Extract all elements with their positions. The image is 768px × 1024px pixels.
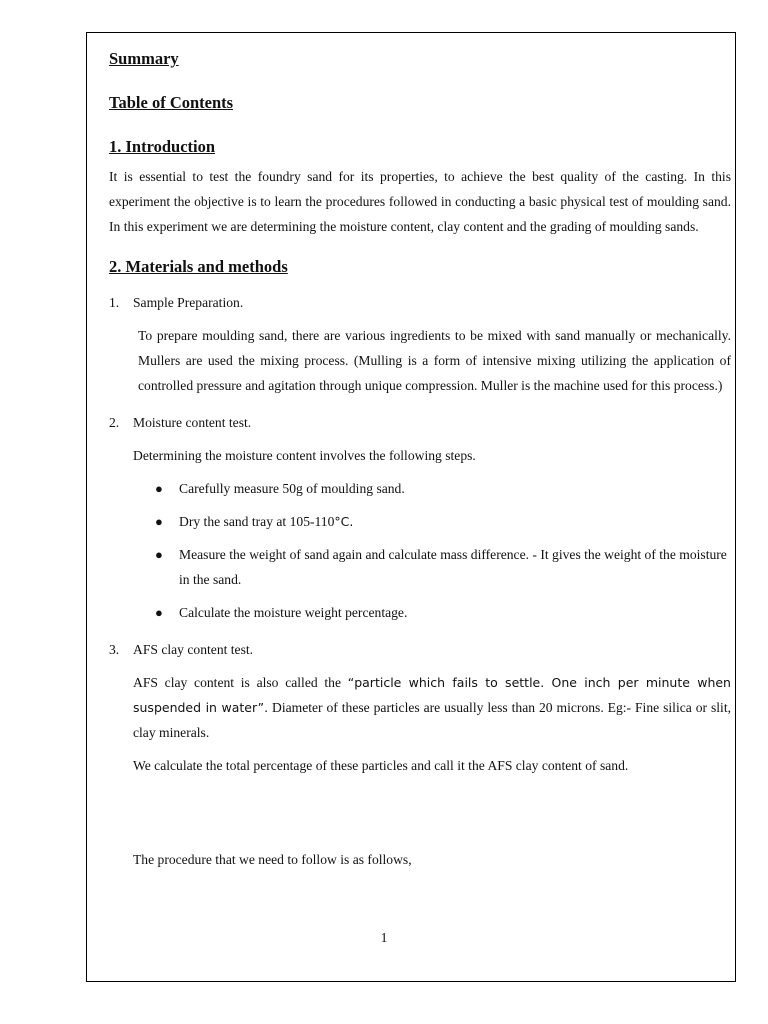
temperature-unit: °C. [334, 514, 354, 529]
afs-clay-calculation-paragraph: We calculate the total percentage of these particles and call it the AFS clay content of sand. [133, 758, 629, 773]
heading-table-of-contents: Table of Contents [109, 93, 234, 112]
bullet-item: ● Measure the weight of sand again and calculate mass difference. - It gives the weight of the moisture in the sand. [155, 542, 731, 592]
bullet-icon: ● [155, 547, 163, 562]
bullet-icon: ● [155, 514, 163, 529]
item-number: 1. [109, 295, 120, 310]
item-title: Moisture content test. [133, 415, 252, 430]
afs-clay-paragraph: AFS clay content is also called the “particle which fails to settle. One inch per minute when suspended in water”. Diameter of these particles are usually less than 20 microns. Eg:- Fine silica or slit, clay minerals. [133, 675, 731, 740]
quoted-definition: “particle which fails to settle. One inch per minute when suspended in water”. [133, 675, 731, 715]
procedure-paragraph: The procedure that we need to follow is as follows, [133, 852, 412, 867]
list-item-afs-clay-test [109, 637, 731, 662]
bullet-item: ● Calculate the moisture weight percentage. [155, 600, 731, 625]
item-number: 2. [109, 415, 120, 430]
bullet-icon: ● [155, 481, 163, 496]
introduction-paragraph: It is essential to test the foundry sand for its properties, to achieve the best quality of the casting. In this experiment the objective is to learn the procedures followed in conducting a basic physical test of moulding sand. In this experiment we are determining the moisture content, clay content and the grading of moulding sands. [109, 169, 731, 234]
document-body [109, 48, 731, 872]
list-item-moisture-test [109, 410, 731, 435]
heading-summary: Summary [109, 49, 179, 68]
bullet-item: ● Carefully measure 50g of moulding sand. [155, 476, 731, 501]
item-number: 3. [109, 642, 120, 657]
bullet-item: ● Dry the sand tray at 105-110°C. [155, 509, 731, 534]
moisture-steps-list [109, 476, 731, 625]
item-title: AFS clay content test. [133, 642, 254, 657]
heading-introduction: 1. Introduction [109, 137, 216, 156]
moisture-intro-paragraph: Determining the moisture content involves the following steps. [133, 448, 476, 463]
bullet-icon: ● [155, 605, 163, 620]
list-item-sample-preparation [109, 290, 731, 315]
page-number: 1 [380, 930, 388, 945]
heading-materials-methods: 2. Materials and methods [109, 257, 288, 276]
sample-preparation-paragraph: To prepare moulding sand, there are various ingredients to be mixed with sand manually or mechanically. Mullers are used the mixing process. (Mulling is a form of intensive mixing utilizing the application of controlled pressure and agitation through unique compression. Muller is the machine used for this process.) [138, 328, 731, 393]
item-title: Sample Preparation. [133, 295, 244, 310]
